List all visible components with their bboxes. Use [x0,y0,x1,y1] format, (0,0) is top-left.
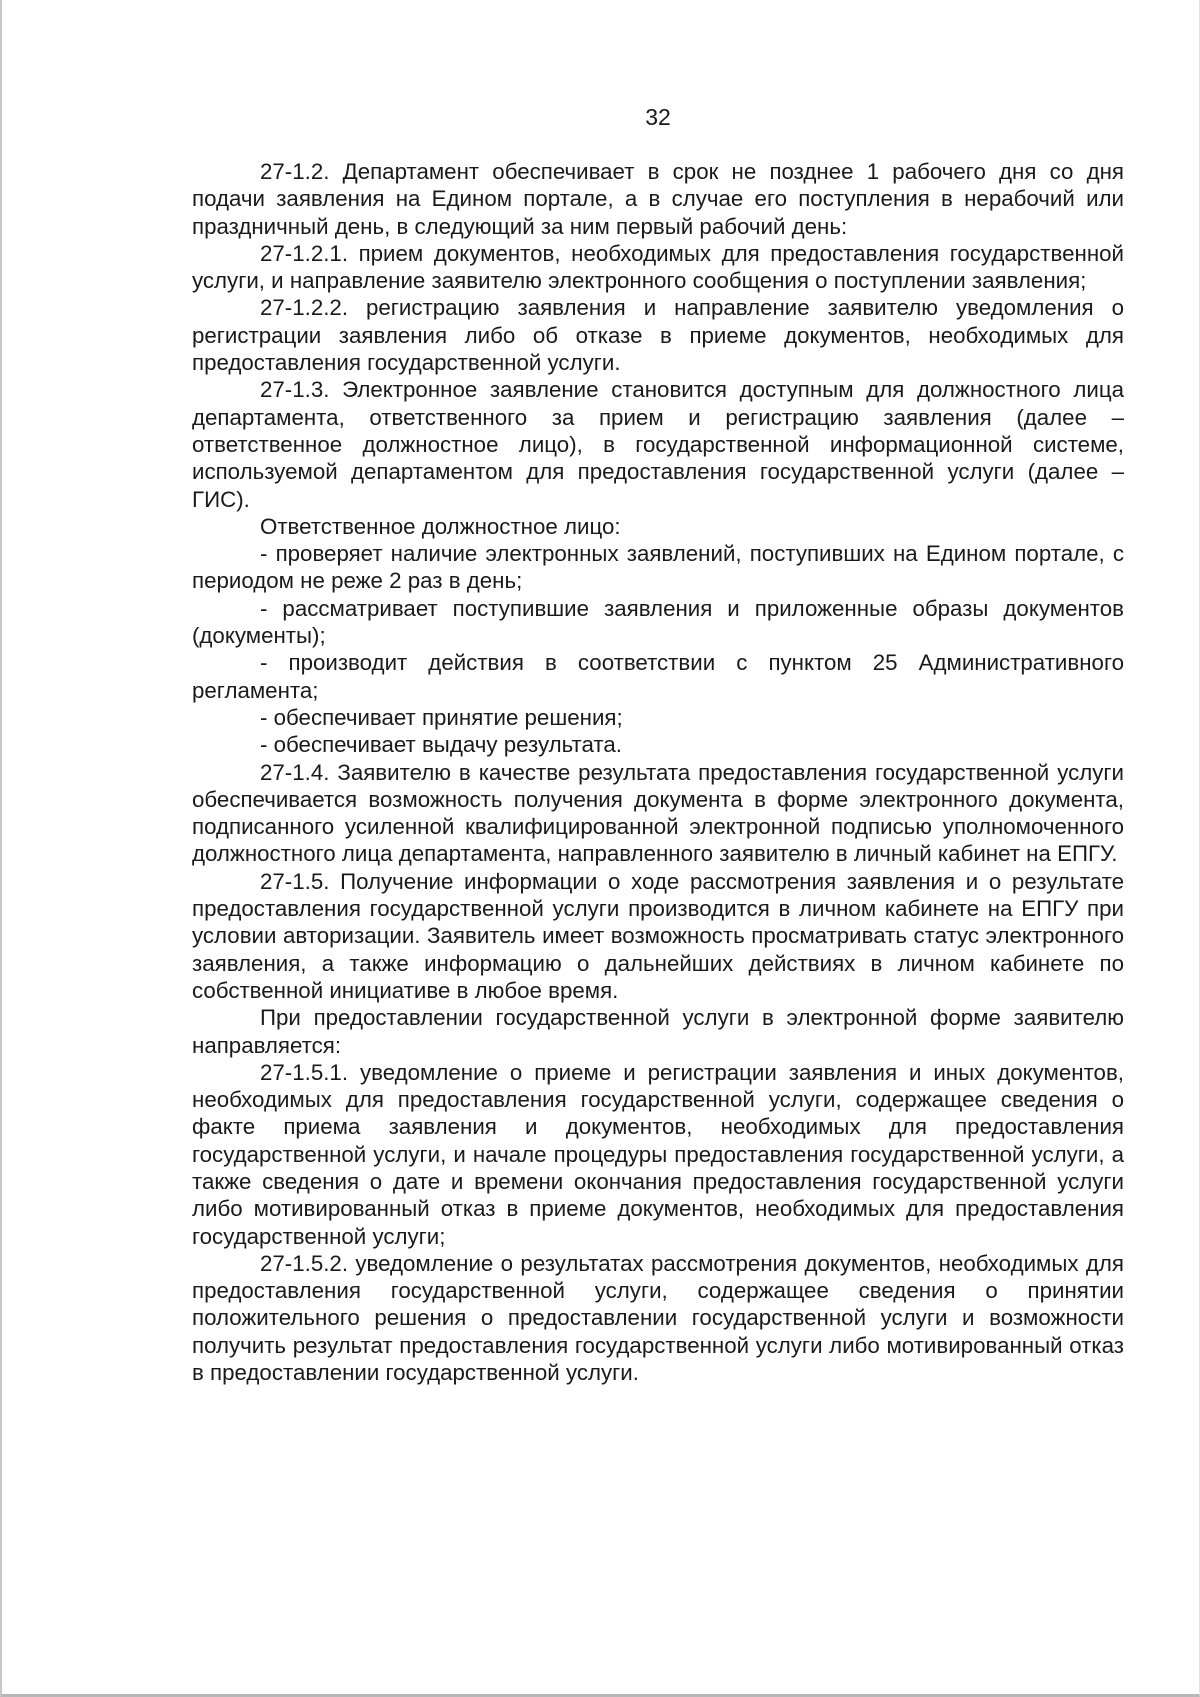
page-number: 32 [645,104,671,130]
paragraph-electronic-form: При предоставлении государственной услуги в электронной форме заявителю направляется: [192,1005,1124,1058]
paragraph-responsible-person: Ответственное должностное лицо: [260,513,621,539]
list-item-performs-actions: - производит действия в соответствии с пунктом 25 Административного регламента; [192,650,1124,703]
paragraph-27-1-2: 27-1.2. Департамент обеспечивает в срок не позднее 1 рабочего дня со дня подачи заявления на Едином портале, а в случае его поступления в нерабочий или праздничный день, в следующий за ним первый рабочий день: [192,159,1124,239]
paragraph-27-1-3: 27-1.3. Электронное заявление становится доступным для должностного лица департамента, ответственного за прием и регистрацию заявления (далее – ответственное должностное лицо), в государственной информационной системе, используемой департаментом для предоставления государственной услуги (далее – ГИС). [192,377,1124,512]
list-item-ensures-result: - обеспечивает выдачу результата. [260,732,622,758]
list-item-ensures-decision: - обеспечивает принятие решения; [260,704,623,730]
paragraph-27-1-5: 27-1.5. Получение информации о ходе рассмотрения заявления и о результате предоставления государственной услуги производится в личном кабинете на ЕПГУ при условии авторизации. Заявитель имеет возможность просматривать статус электронного заявления, а также информацию о дальнейших действиях в личном кабинете по собственной инициативе в любое время. [192,868,1124,1003]
paragraph-27-1-4: 27-1.4. Заявителю в качестве результата предоставления государственной услуги обеспечивается возможность получения документа в форме электронного документа, подписанного усиленной квалифицированной электронной подписью уполномоченного должностного лица департамента, направленного заявителю в личный кабинет на ЕПГУ. [192,759,1124,867]
paragraph-27-1-2-1: 27-1.2.1. прием документов, необходимых для предоставления государственной услуги, и направление заявителю электронного сообщения о поступлении заявления; [192,240,1124,294]
paragraph-27-1-5-2: 27-1.5.2. уведомление о результатах рассмотрения документов, необходимых для предоставления государственной услуги, содержащее сведения о принятии положительного решения о предоставлении государственной услуги и возможности получить результат предоставления государственной услуги либо мотивированный отказ в предоставлении государственной услуги. [192,1250,1124,1386]
list-item-reviews-applications: - рассматривает поступившие заявления и приложенные образы документов (документы); [192,595,1124,649]
paragraph-27-1-2-2: 27-1.2.2. регистрацию заявления и направление заявителю уведомления о регистрации заявления либо об отказе в приеме документов, необходимых для предоставления государственной услуги. [192,295,1124,376]
list-item-checks-applications: - проверяет наличие электронных заявлений, поступивших на Едином портале, с периодом не реже 2 раз в день; [192,541,1124,594]
paragraph-27-1-5-1: 27-1.5.1. уведомление о приеме и регистрации заявления и иных документов, необходимых для предоставления государственной услуги, содержащее сведения о факте приема заявления и документов, необходимых для предоставления государственной услуги, и начале процедуры предоставления государственной услуги, а также сведения о дате и времени окончания предоставления государственной услуги либо мотивированный отказ в приеме документов, необходимых для предоставления государственной услуги; [192,1059,1124,1249]
document-body [192,158,1124,1386]
